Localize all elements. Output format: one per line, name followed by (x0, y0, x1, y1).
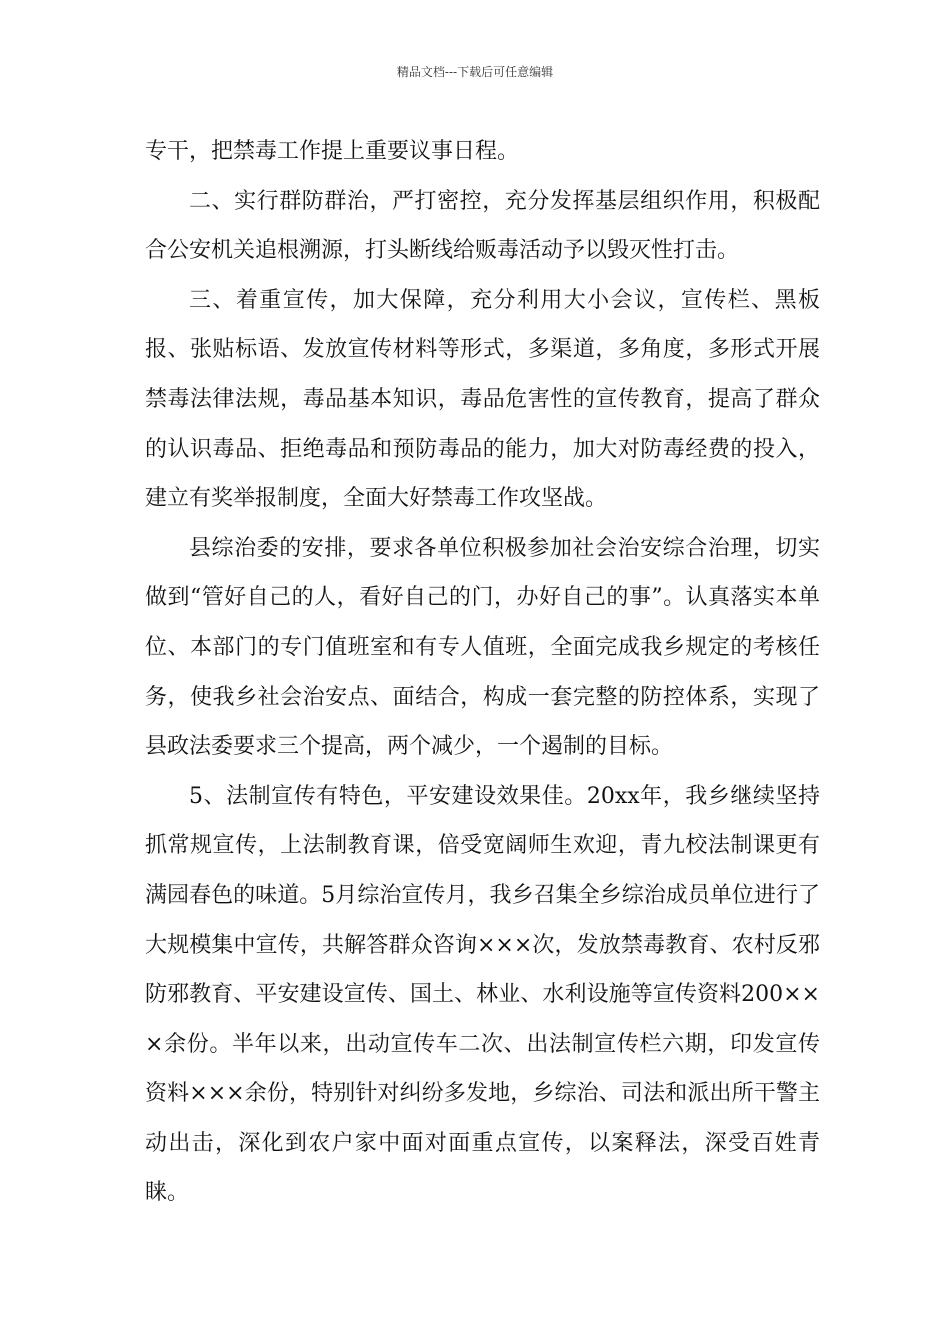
paragraph-section-three: 三、着重宣传，加大保障，充分利用大小会议，宣传栏、黑板报、张贴标语、发放宣传材料等形式，多渠道，多角度，多形式开展禁毒法律法规，毒品基本知识，毒品危害性的宣传教育，提高了群众的认识毒品、拒绝毒品和预防毒品的能力，加大对防毒经费的投入，建立有奖举报制度，全面大好禁毒工作攻坚战。 (145, 287, 820, 512)
paragraph-county-arrangement: 县综治委的安排，要求各单位积极参加社会治安综合治理，切实做到“管好自己的人，看好自己的门，办好自己的事”。认真落实本单位、本部门的专门值班室和有专人值班，全面完成我乡规定的考核任务，使我乡社会治安点、面结合，构成一套完整的防控体系，实现了县政法委要求三个提高，两个减少，一个遏制的目标。 (145, 535, 820, 760)
paragraph-section-two: 二、实行群防群治，严打密控，充分发挥基层组织作用，积极配合公安机关追根溯源，打头断线给贩毒活动予以毁灭性打击。 (145, 188, 820, 264)
paragraph-continuation: 专干，把禁毒工作提上重要议事日程。 (145, 139, 520, 164)
paragraph-legal-publicity: 5、法制宣传有特色，平安建设效果佳。20xx年，我乡继续坚持抓常规宣传，上法制教育课，倍受宽阔师生欢迎，青九校法制课更有满园春色的味道。5月综治宣传月，我乡召集全乡综治成员单位进行了大规模集中宣传，共解答群众咨询×××次，发放禁毒教育、农村反邪防邪教育、平安建设宣传、国土、林业、水利设施等宣传资料200×××余份。半年以来，出动宣传车二次、出法制宣传栏六期，印发宣传资料×××余份，特别针对纠纷多发地，乡综治、司法和派出所干警主动出击，深化到农户家中面对面重点宣传，以案释法，深受百姓青睐。 (145, 783, 820, 1206)
document-body (145, 127, 820, 1218)
page-header: 精品文档---下载后可任意编辑 (396, 65, 554, 79)
